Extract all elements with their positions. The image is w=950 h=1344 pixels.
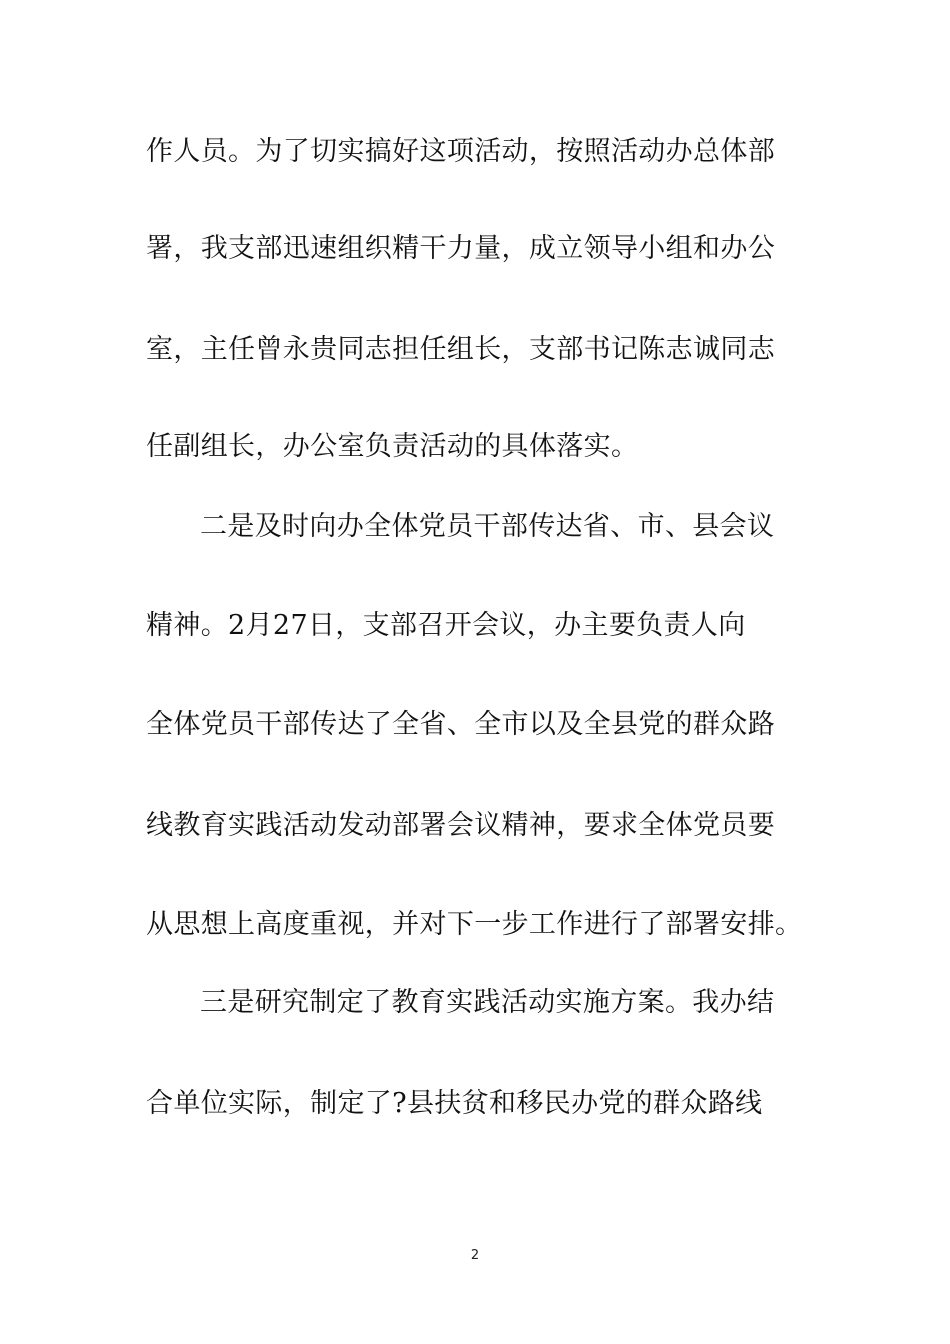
- body-text-line: 室，主任曾永贵同志担任组长，支部书记陈志诚同志: [146, 334, 776, 365]
- body-text-line: 署，我支部迅速组织精干力量，成立领导小组和办公: [146, 233, 776, 264]
- body-text-line: 作人员。为了切实搞好这项活动，按照活动办总体部: [146, 136, 776, 167]
- body-text-line: 线教育实践活动发动部署会议精神，要求全体党员要: [146, 810, 776, 841]
- body-text-line: 全体党员干部传达了全省、全市以及全县党的群众路: [146, 709, 776, 740]
- body-text-line: 合单位实际，制定了?县扶贫和移民办党的群众路线: [146, 1088, 763, 1119]
- body-text-line: 任副组长，办公室负责活动的具体落实。: [146, 431, 639, 462]
- body-text-line: 精神。2月27日，支部召开会议，办主要负责人向: [146, 610, 746, 641]
- body-text-line: 从思想上高度重视，并对下一步工作进行了部署安排。: [146, 909, 803, 940]
- page-number: 2: [470, 1248, 480, 1263]
- paragraph-first-line: 二是及时向办全体党员干部传达省、市、县会议: [200, 511, 775, 542]
- paragraph-first-line: 三是研究制定了教育实践活动实施方案。我办结: [200, 987, 775, 1018]
